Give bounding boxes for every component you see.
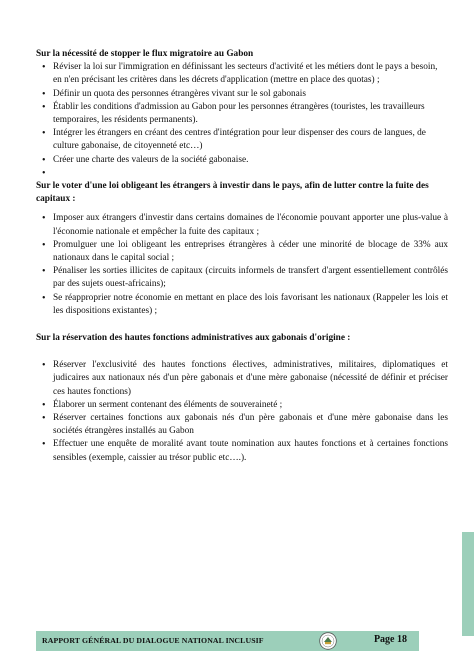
section-heading-capital-flight: Sur le voter d'une loi obligeant les étrangers à investir dans le pays, afin de lutter contre la fuite des capitaux :: [36, 181, 429, 205]
bullet-icon: •: [42, 167, 46, 179]
page-number: Page 18: [373, 634, 407, 645]
list-item-text: Imposer aux étrangers d'investir dans certains domaines de l'économie pouvant apporter une plus-value à l'économie nationale et empêcher la fuite des capitaux ;: [53, 213, 448, 237]
footer-title: RAPPORT GÉNÉRAL DU DIALOGUE NATIONAL INCLUSIF: [42, 636, 264, 645]
high-office-list: [36, 359, 448, 465]
bullet-icon: •: [42, 292, 46, 304]
bullet-icon: •: [42, 360, 46, 372]
document-body: [36, 48, 448, 465]
list-item-text: Réserver certaines fonctions aux gabonais nés d'un père gabonais et d'une mère gabonaise dans les sociétés étrangères installés au Gabon: [53, 413, 448, 437]
bullet-icon: •: [42, 239, 46, 251]
capital-flight-list: [36, 212, 448, 318]
list-item: [36, 399, 448, 412]
list-item-empty: [36, 167, 448, 180]
bullet-icon: •: [42, 439, 46, 451]
section-heading-migration: Sur la nécessité de stopper le flux migratoire au Gabon: [36, 49, 254, 59]
migration-list: [36, 61, 448, 180]
bullet-icon: •: [42, 128, 46, 140]
list-item-text: Effectuer une enquête de moralité avant toute nomination aux hautes fonctions et à certaines fonctions sensibles (exemple, caissier au trésor public etc….).: [53, 439, 448, 463]
bullet-icon: •: [42, 62, 46, 74]
list-item-text: Se réapproprier notre économie en mettant en place des lois favorisant les nationaux (Rappeler les lois et les dispositions existantes) ;: [53, 292, 448, 316]
list-item: [36, 265, 448, 291]
list-item-text: Élaborer un serment contenant des éléments de souveraineté ;: [53, 399, 283, 410]
list-item: [36, 101, 448, 127]
list-item: [36, 359, 448, 399]
list-item: [36, 212, 448, 238]
emblem-seal-icon: [319, 632, 337, 650]
list-item-text: Créer une charte des valeurs de la société gabonaise.: [53, 154, 249, 165]
section-heading-high-office: Sur la réservation des hautes fonctions administratives aux gabonais d'origine :: [36, 333, 351, 344]
list-item: [36, 154, 448, 167]
list-item: [36, 61, 448, 87]
list-item: [36, 438, 448, 464]
list-item-text: Réserver l'exclusivité des hautes fonctions électives, administratives, militaires, diplomatiques et judicaires aux nationaux nés d'un père gabonais et d'une mère gabonaise (nécessité de définir et préciser ces hautes fonctions): [53, 360, 448, 397]
list-item-text: Établir les conditions d'admission au Gabon pour les personnes étrangères (touristes, les travailleurs temporaires, les résidents permanents).: [53, 101, 425, 126]
bullet-icon: •: [42, 266, 46, 278]
list-item-text: Réviser la loi sur l'immigration en définissant les secteurs d'activité et les métiers dont le pays a besoin, en n'en précisant les critères dans les décrets d'application (mettre en place des quotas) ;: [53, 62, 438, 86]
bullet-icon: •: [42, 88, 46, 100]
bullet-icon: •: [42, 399, 46, 411]
list-item-text: Promulguer une loi obligeant les entreprises étrangères à céder une minorité de blocage de 33% aux nationaux dans le capital social ;: [53, 239, 448, 264]
bullet-icon: •: [42, 101, 46, 113]
list-item: [36, 127, 448, 153]
bullet-icon: •: [42, 154, 46, 166]
list-item-text: Définir un quota des personnes étrangères vivant sur le sol gabonais: [53, 88, 307, 99]
page-footer: [36, 631, 419, 651]
list-item: [36, 88, 448, 101]
list-item: [36, 412, 448, 438]
list-item-text: Intégrer les étrangers en créant des centres d'intégration pour leur dispenser des cours de langues, de culture gabonaise, de citoyenneté etc…): [53, 128, 426, 152]
bullet-icon: •: [42, 213, 46, 225]
list-item-text: Pénaliser les sorties illicites de capitaux (circuits informels de transfert d'argent essentiellement contrôlés par des sujets ouest-africains);: [53, 266, 448, 290]
page-edge-stripe: [462, 532, 474, 636]
bullet-icon: •: [42, 413, 46, 425]
list-item: [36, 292, 448, 318]
list-item: [36, 239, 448, 265]
